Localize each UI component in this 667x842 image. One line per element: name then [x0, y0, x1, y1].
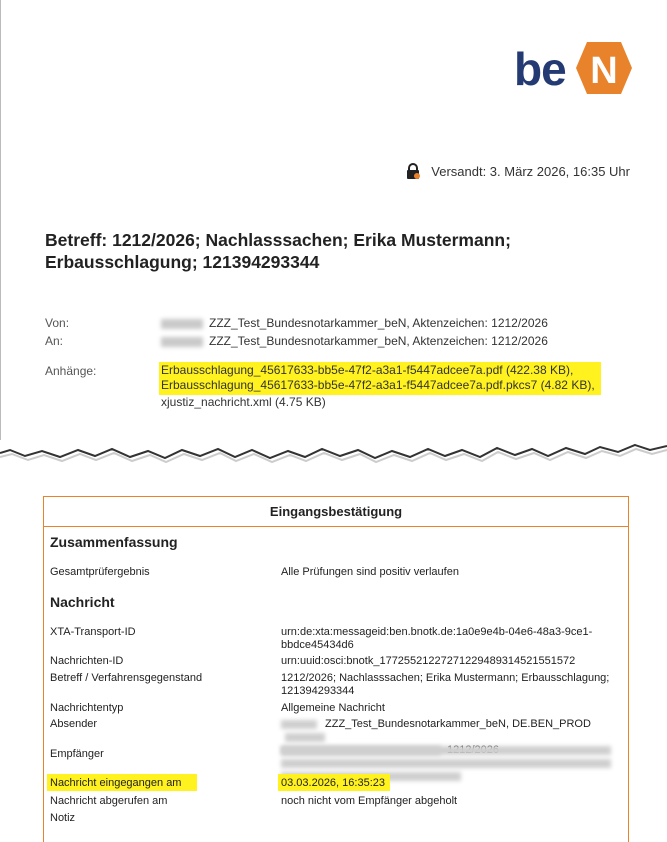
from-value	[161, 316, 548, 330]
total-result-label: Gesamtprüfergebnis	[50, 566, 150, 578]
subject-value: 1212/2026; Nachlasssachen; Erika Mustermann; Erbausschlagung; 121394293344	[281, 672, 610, 697]
sent-timestamp: Versandt: 3. März 2026, 16:35 Uhr	[431, 164, 630, 179]
message-type-value: Allgemeine Nachricht	[281, 702, 385, 714]
receipt-separator	[44, 526, 628, 527]
note-label: Notiz	[50, 812, 76, 824]
lock-icon	[405, 163, 421, 180]
attachment-highlight	[159, 362, 601, 395]
sender-label: Absender	[50, 718, 98, 730]
to-text: ZZZ_Test_Bundesnotarkammer_beN, Aktenzeichen: 1212/2026	[209, 334, 548, 348]
logo-n-hexagon	[575, 40, 633, 96]
message-id-value: urn:uuid:osci:bnotk_17725521227271229489314521551572	[281, 655, 576, 667]
logo-be-text: be	[514, 43, 566, 95]
attachment-link[interactable]: Erbausschlagung_45617633-bb5e-47f2-a3a1-f5447adcee7a.pdf (422.38 KB),	[161, 363, 574, 377]
redacted-block	[281, 746, 611, 755]
from-label: Von:	[45, 316, 70, 330]
total-result-value: Alle Prüfungen sind positiv verlaufen	[281, 566, 459, 578]
attachment-link[interactable]: xjustiz_nachricht.xml (4.75 KB)	[161, 395, 326, 409]
from-text: ZZZ_Test_Bundesnotarkammer_beN, Aktenzeichen: 1212/2026	[209, 316, 548, 330]
xta-id-label: XTA-Transport-ID	[50, 626, 136, 638]
recipient-label: Empfänger	[50, 748, 104, 760]
received-value: 03.03.2026, 16:35:23	[281, 777, 385, 789]
attachments-label: Anhänge:	[45, 364, 97, 378]
xta-id-value: urn:de:xta:messageid:ben.bnotk.de:1a0e9e4b-04e6-48a3-9ce1-bbdce45434d6	[281, 626, 593, 651]
sent-info	[405, 163, 630, 180]
torn-edge	[0, 430, 667, 470]
fetched-label: Nachricht abgerufen am	[50, 795, 168, 807]
redacted-block	[285, 733, 325, 742]
to-label: An:	[45, 334, 64, 348]
message-type-label: Nachrichtentyp	[50, 702, 124, 714]
receipt-box	[43, 496, 629, 842]
fetched-value: noch nicht vom Empfänger abgeholt	[281, 795, 458, 807]
sender-text: ZZZ_Test_Bundesnotarkammer_beN, DE.BEN_PROD	[325, 718, 591, 730]
subject-label: Betreff / Verfahrensgegenstand	[50, 672, 203, 684]
receipt-title: Eingangsbestätigung	[269, 504, 403, 519]
redacted-block	[161, 319, 203, 329]
to-value	[161, 334, 548, 348]
page-left-edge	[0, 0, 1, 440]
attachment-link[interactable]: Erbausschlagung_45617633-bb5e-47f2-a3a1-f5447adcee7a.pdf.pkcs7 (4.82 KB),	[161, 378, 595, 392]
ben-logo	[514, 40, 634, 96]
redacted-block	[161, 337, 203, 347]
received-label: Nachricht eingegangen am	[50, 777, 182, 789]
redacted-block	[281, 720, 317, 729]
redacted-block	[281, 759, 611, 768]
message-subject: Betreff: 1212/2026; Nachlasssachen; Erika Mustermann; Erbausschlagung; 121394293344	[45, 230, 511, 272]
summary-heading: Zusammenfassung	[50, 534, 178, 550]
attachments-list	[161, 362, 601, 410]
message-heading: Nachricht	[50, 594, 115, 610]
message-id-label: Nachrichten-ID	[50, 655, 124, 667]
logo-n-text: N	[590, 50, 618, 92]
